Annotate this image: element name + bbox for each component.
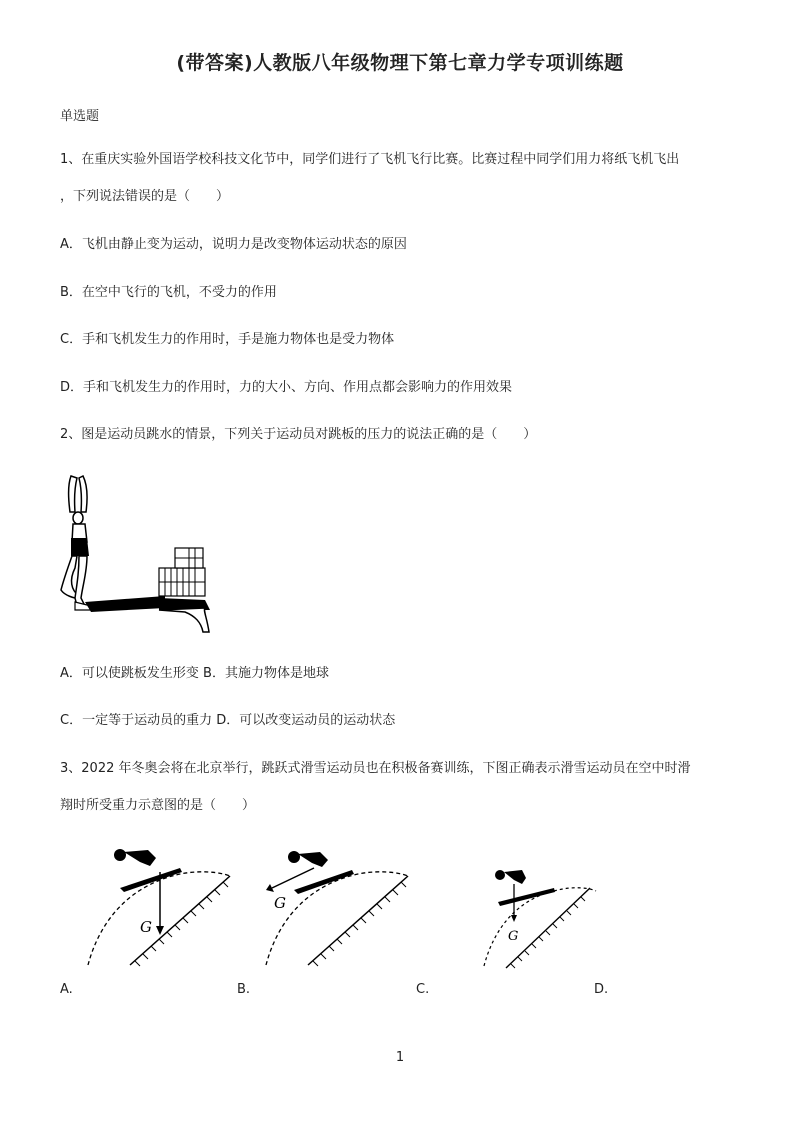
diving-board-figure [55,472,220,637]
q1-option-c: C．手和飞机发生力的作用时，手是施力物体也是受力物体 [60,332,395,347]
ski-figure-c [478,856,608,971]
q2-options-line1: A．可以使跳板发生形变 B．其施力物体是地球 [60,666,329,681]
figure-label-d: D. [594,982,609,997]
page-title: (带答案)人教版八年级物理下第七章力学专项训练题 [176,52,624,74]
figure-label-a: A. [60,982,73,997]
ski-figure-a [80,840,240,970]
q3-stem-line2: 翔时所受重力示意图的是（ ） [60,798,256,813]
figure-label-b: B. [237,982,251,997]
section-heading: 单选题 [60,109,100,124]
q1-option-b: B．在空中飞行的飞机，不受力的作用 [60,285,277,300]
force-label-c: G [508,929,519,944]
ski-figure-b [258,840,418,970]
q2-stem: 2、图是运动员跳水的情景，下列关于运动员对跳板的压力的说法正确的是（ ） [60,427,537,442]
q1-option-a: A．飞机由静止变为运动，说明力是改变物体运动状态的原因 [60,237,407,252]
q1-option-d: D．手和飞机发生力的作用时，力的大小、方向、作用点都会影响力的作用效果 [60,380,513,395]
force-label-b: G [274,894,286,912]
page-number: 1 [395,1050,405,1065]
q1-stem-line2: ，下列说法错误的是（ ） [60,189,230,204]
q3-stem-line1: 3、2022 年冬奥会将在北京举行，跳跃式滑雪运动员也在积极备赛训练，下图正确表示滑雪运动员在空中时滑 [60,761,691,776]
q1-stem-line1: 1、在重庆实验外国语学校科技文化节中，同学们进行了飞机飞行比赛。比赛过程中同学们用力将纸飞机飞出 [60,152,680,167]
force-label-a: G [140,918,152,936]
figure-label-c: C. [416,982,430,997]
q2-options-line2: C．一定等于运动员的重力 D．可以改变运动员的运动状态 [60,713,396,728]
